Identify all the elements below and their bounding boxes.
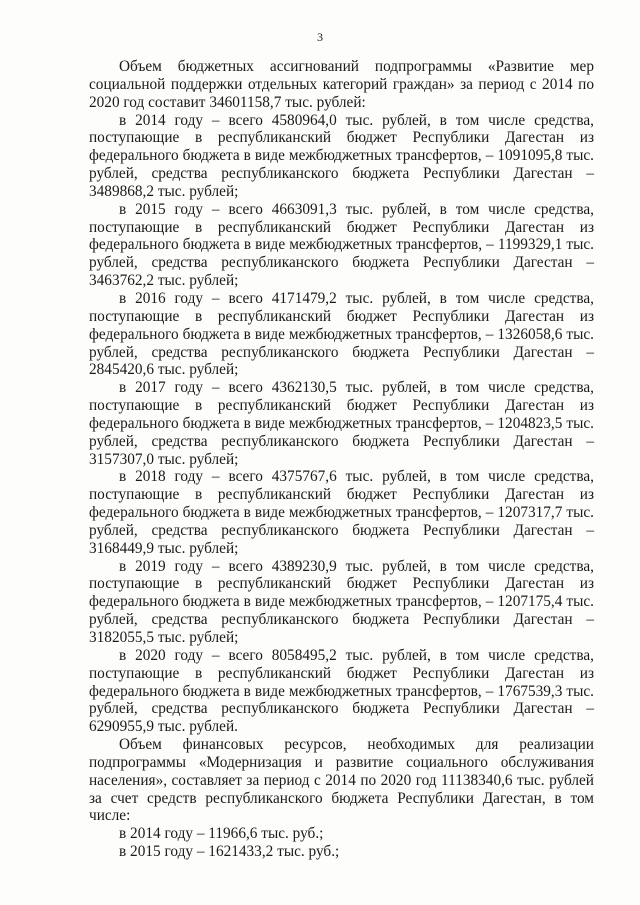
paragraph-modernization-intro: Объем финансовых ресурсов, необходимых для реализации подпрограммы «Модернизация и развитие социального обслуживания населения», составляет за период с 2014 по 2020 год 11138340,6 тыс. рублей за счет средств республиканского бюджета Республики Дагестан, в том числе: <box>89 736 594 825</box>
page-number: 3 <box>317 30 323 44</box>
paragraph-year-2018: в 2018 году – всего 4375767,6 тыс. рублей, в том числе средства, поступающие в республиканский бюджет Республики Дагестан из федерального бюджета в виде межбюджетных трансфертов, – 1207317,7 тыс. рублей, средства республиканского бюджета Республики Дагестан – 3168449,9 тыс. рублей; <box>89 468 594 557</box>
document-body <box>89 58 594 861</box>
paragraph-year-2016: в 2016 году – всего 4171479,2 тыс. рублей, в том числе средства, поступающие в республиканский бюджет Республики Дагестан из федерального бюджета в виде межбюджетных трансфертов, – 1326058,6 тыс. рублей, средства республиканского бюджета Республики Дагестан – 2845420,6 тыс. рублей; <box>89 289 594 379</box>
paragraph-year-2015: в 2015 году – всего 4663091,3 тыс. рублей, в том числе средства, поступающие в республиканский бюджет Республики Дагестан из федерального бюджета в виде межбюджетных трансфертов, – 1199329,1 тыс. рублей, средства республиканского бюджета Республики Дагестан – 3463762,2 тыс. рублей; <box>89 200 594 290</box>
list-item-2015: в 2015 году – 1621433,2 тыс. руб.; <box>119 843 340 861</box>
paragraph-subprogram-budget-intro: Объем бюджетных ассигнований подпрограммы «Развитие мер социальной поддержки отдельных категорий граждан» за период с 2014 по 2020 год составит 34601158,7 тыс. рублей: <box>89 58 594 111</box>
paragraph-year-2019: в 2019 году – всего 4389230,9 тыс. рублей, в том числе средства, поступающие в республиканский бюджет Республики Дагестан из федерального бюджета в виде межбюджетных трансфертов, – 1207175,4 тыс. рублей, средства республиканского бюджета Республики Дагестан – 3182055,5 тыс. рублей; <box>89 557 594 646</box>
paragraph-year-2020: в 2020 году – всего 8058495,2 тыс. рублей, в том числе средства, поступающие в республиканский бюджет Республики Дагестан из федерального бюджета в виде межбюджетных трансфертов, – 1767539,3 тыс. рублей, средства республиканского бюджета Республики Дагестан – 6290955,9 тыс. рублей. <box>89 646 594 736</box>
paragraph-year-2014: в 2014 году – всего 4580964,0 тыс. рублей, в том числе средства, поступающие в республиканский бюджет Республики Дагестан из федерального бюджета в виде межбюджетных трансфертов, – 1091095,8 тыс. рублей, средства республиканского бюджета Республики Дагестан – 3489868,2 тыс. рублей; <box>89 111 594 200</box>
paragraph-year-2017: в 2017 году – всего 4362130,5 тыс. рублей, в том числе средства, поступающие в республиканский бюджет Республики Дагестан из федерального бюджета в виде межбюджетных трансфертов, – 1204823,5 тыс. рублей, средства республиканского бюджета Республики Дагестан – 3157307,0 тыс. рублей; <box>89 379 594 468</box>
list-item-2014: в 2014 году – 11966,6 тыс. руб.; <box>119 825 324 843</box>
